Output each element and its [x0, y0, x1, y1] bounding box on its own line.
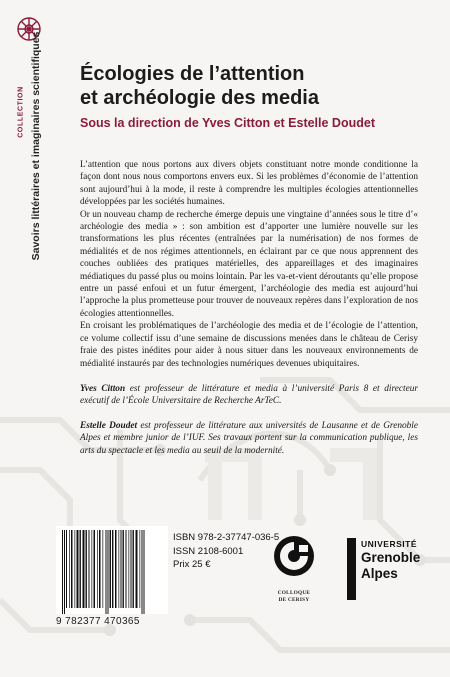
- barcode-bar: [136, 530, 138, 608]
- barcode-bar: [83, 530, 85, 608]
- price: Prix 25 €: [173, 559, 211, 570]
- book-title-line-2: et archéologie des media: [80, 87, 319, 109]
- barcode-bar: [103, 530, 104, 608]
- barcode-bar: [62, 530, 63, 614]
- issn-number: ISSN 2108-6001: [173, 545, 244, 557]
- barcode-bar: [77, 530, 79, 608]
- colloque-logo: [272, 532, 316, 582]
- barcode-bar: [71, 530, 73, 608]
- colloque-label: [256, 590, 332, 604]
- author-name-2: Estelle Doudet: [80, 420, 138, 431]
- author-bio-1: [80, 383, 418, 408]
- barcode-bar: [75, 530, 76, 608]
- university-line-1: UNIVERSITÉ: [361, 539, 418, 549]
- barcode-bar: [89, 530, 90, 608]
- barcode-bar: [80, 530, 81, 608]
- collection-name: Savoirs littéraires et imaginaires scientifiques: [30, 31, 42, 261]
- barcode-bar: [142, 530, 143, 614]
- barcode: [56, 526, 168, 614]
- barcode-bar: [92, 530, 93, 608]
- isbn-info: [173, 531, 279, 572]
- barcode-bar: [112, 530, 113, 608]
- blurb-paragraph-1: L’attention que nous portons aux divers objets constituant notre monde conditionne la façon dont nous nous comportons envers eux. Si les problèmes d’économie de l’attention sont aujourd’hui à la mode, il reste à comprendre les multiples écologies attentionnelles développées par les sociétés humaines.: [80, 160, 418, 208]
- barcode-bar: [126, 530, 127, 608]
- author-name-1: Yves Citton: [80, 383, 126, 394]
- barcode-bar: [64, 530, 65, 614]
- barcode-bar: [99, 530, 101, 608]
- author-bio-2: [80, 420, 418, 457]
- author-bio-text-2: est professeur de littérature aux universités de Lausanne et de Grenoble Alpes et membre junior de l’IUF. Ses travaux portent sur la communication publique, les arts du spectacle et les media au seuil de la modernité.: [80, 420, 418, 456]
- university-mark: [347, 538, 356, 600]
- university-line-3: Alpes: [361, 566, 398, 581]
- barcode-bar: [121, 530, 122, 608]
- barcode-bar: [86, 530, 87, 608]
- barcode-digits: 9 782377 470365: [56, 616, 140, 627]
- barcode-bar: [108, 530, 109, 614]
- book-title: [80, 62, 410, 110]
- barcode-bar: [106, 530, 107, 614]
- blurb: [80, 159, 418, 469]
- barcode-bar: [66, 530, 67, 608]
- book-subtitle: Sous la direction de Yves Citton et Estelle Doudet: [80, 116, 375, 130]
- collection-label: COLLECTION: [17, 86, 25, 138]
- barcode-bar: [94, 530, 96, 608]
- university-line-2: Grenoble: [361, 550, 421, 565]
- blurb-paragraph-3: En croisant les problématiques de l’archéologie des media et de l’écologie de l’attention, ce volume collectif issu d’une semaine de discussions menées dans le château de Cerisy fraie des pistes inédites pour aider à nous situer dans les nouveaux environnements de médialité instaurés par des technologies numériques devenues ubiquitaires.: [80, 321, 418, 369]
- barcode-bar: [131, 530, 132, 608]
- barcode-bar: [123, 530, 124, 608]
- barcode-bar: [110, 530, 112, 608]
- barcode-bar: [144, 530, 145, 614]
- blurb-paragraph-2: Or un nouveau champ de recherche émerge depuis une vingtaine d’années sous le titre d’« archéologie des media » : son ambition est d’apporter une lumière nouvelle sur les transformations les plus récentes (entraînées par la numérisation) de nos formes de médialités et de nos régimes attentionnels, en éclairant par ce que nous apprennent des couches oubliées des pratiques matérielles, des appareillages et des imaginaires médiatiques du passé plus ou moins lointain. Par les va-et-vient déroutants qu’elle propose entre un passé enfoui et un futur émergent, l’archéologie des media est aujourd’hui l’approche la plus prometteuse pour trouver de nouveaux repères dans l’exploration de nos écologies attentionnelles.: [80, 209, 418, 319]
- colloque-label-line-2: DE CERISY: [278, 597, 310, 603]
- university-logo-text: [361, 539, 420, 582]
- barcode-bar: [69, 530, 70, 608]
- barcode-bar: [115, 530, 117, 608]
- colloque-label-line-1: COLLOQUE: [277, 590, 311, 596]
- barcode-bar: [133, 530, 134, 608]
- author-bio-text-1: est professeur de littérature et media à l’université Paris 8 et directeur exécutif de l’École Universitaire de Recherche ArTeC.: [80, 383, 418, 407]
- barcode-bar: [97, 530, 98, 608]
- barcode-bar: [129, 530, 130, 608]
- barcode-bar: [119, 530, 120, 608]
- isbn-number: ISBN 978-2-37747-036-5: [173, 532, 280, 543]
- barcode-bar: [140, 530, 141, 608]
- book-title-line-1: Écologies de l’attention: [80, 63, 305, 85]
